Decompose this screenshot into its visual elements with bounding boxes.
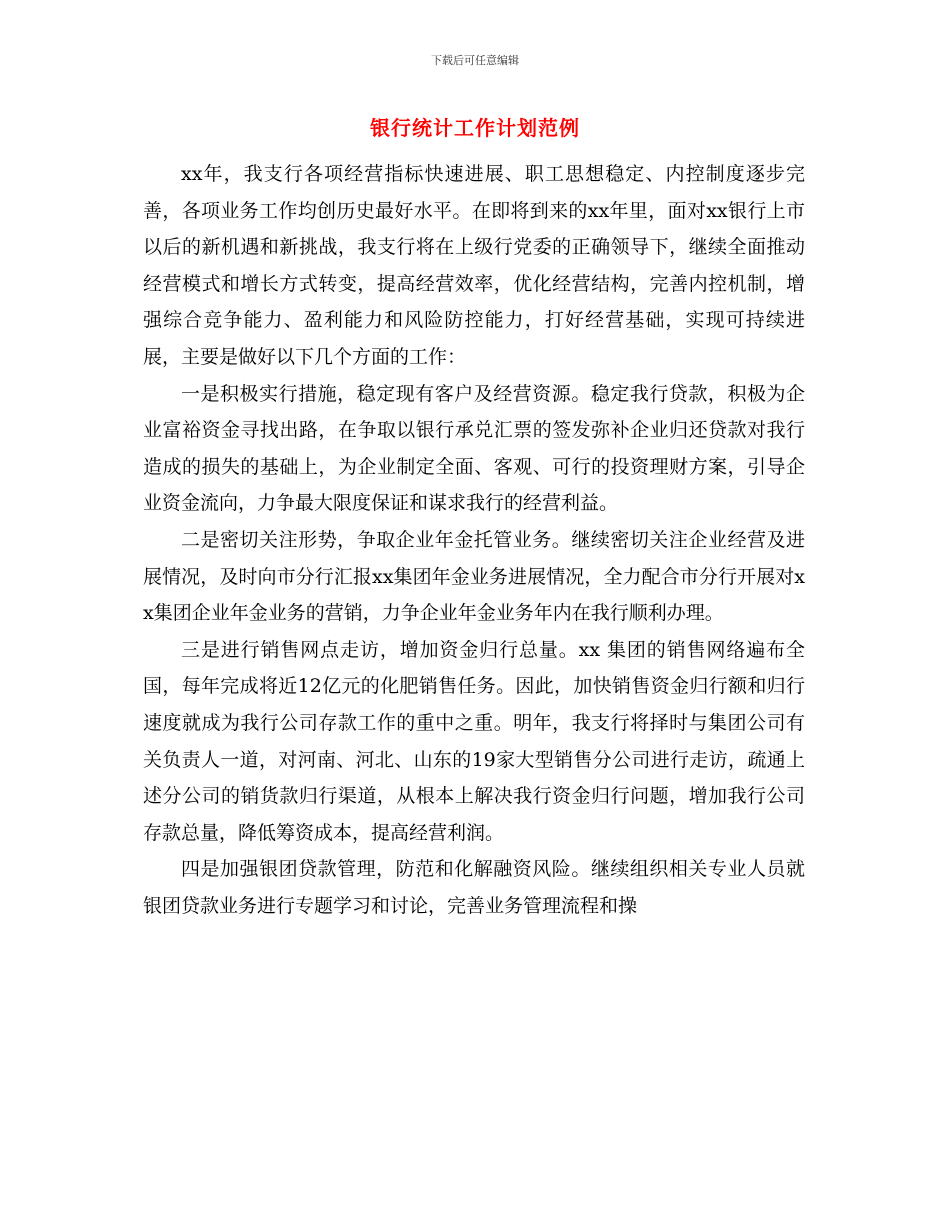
paragraph-one: 一是积极实行措施，稳定现有客户及经营资源。稳定我行贷款，积极为企业富裕资金寻找出路，在争取以银行承兑汇票的签发弥补企业归还贷款对我行造成的损失的基础上，为企业制定全面、客观、可行的投资理财方案，引导企业资金流向，力争最大限度保证和谋求我行的经营利益。 — [143, 382, 805, 515]
paragraph-intro: xx年，我支行各项经营指标快速进展、职工思想稳定、内控制度逐步完善，各项业务工作均创历史最好水平。在即将到来的xx年里，面对xx银行上市以后的新机遇和新挑战，我支行将在上级行党委的正确领导下，继续全面推动经营模式和增长方式转变，提高经营效率，优化经营结构，完善内控机制，增强综合竞争能力、盈利能力和风险防控能力，打好经营基础，实现可持续进展，主要是做好以下几个方面的工作： — [143, 163, 805, 368]
paragraph-three: 三是进行销售网点走访，增加资金归行总量。xx 集团的销售网络遍布全国，每年完成将近12亿元的化肥销售任务。因此，加快销售资金归行额和归行速度就成为我行公司存款工作的重中之重。明年，我支行将择时与集团公司有关负责人一道，对河南、河北、山东的19家大型销售分公司进行走访，疏通上述分公司的销货款归行渠道，从根本上解决我行资金归行问题，增加我行公司存款总量，降低筹资成本，提高经营利润。 — [143, 638, 805, 844]
document-title: 银行统计工作计划范例 — [370, 116, 580, 140]
header-note: 下载后可任意编辑 — [431, 54, 519, 67]
document-body — [143, 156, 805, 924]
paragraph-four: 四是加强银团贷款管理，防范和化解融资风险。继续组织相关专业人员就银团贷款业务进行专题学习和讨论，完善业务管理流程和操 — [143, 858, 805, 917]
paragraph-two: 二是密切关注形势，争取企业年金托管业务。继续密切关注企业经营及进展情况，及时向市分行汇报xx集团年金业务进展情况，全力配合市分行开展对xx集团企业年金业务的营销，力争企业年金业务年内在我行顺利办理。 — [143, 528, 805, 625]
